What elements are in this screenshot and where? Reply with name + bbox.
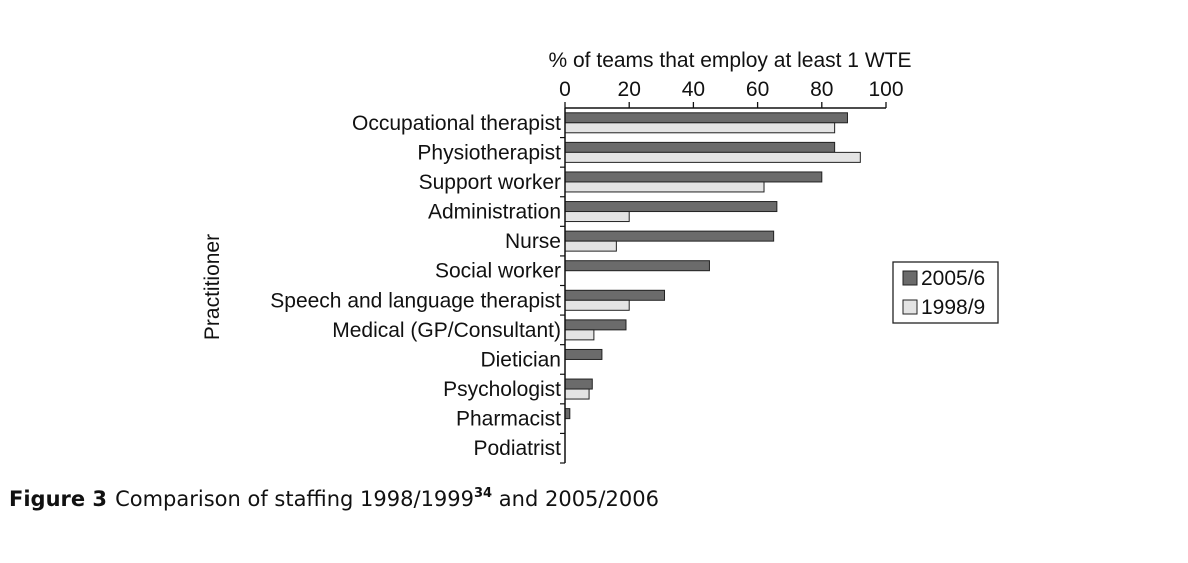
bar-series-1	[565, 172, 822, 182]
y-axis-title: Practitioner	[201, 233, 224, 341]
category-labels	[270, 112, 561, 460]
category-label: Administration	[427, 200, 561, 224]
category-label: Support worker	[418, 170, 561, 194]
legend	[893, 262, 998, 323]
bar-series-2	[565, 182, 764, 192]
legend-swatch-1998	[903, 300, 917, 314]
legend-label-2005: 2005/6	[921, 267, 986, 290]
legend-label-1998: 1998/9	[921, 296, 986, 319]
bar-series-1	[565, 379, 592, 389]
bar-series-1	[565, 142, 835, 152]
bar-series-2	[565, 389, 589, 399]
figure-number: Figure 3	[9, 487, 108, 511]
x-tick-label: 60	[745, 78, 770, 101]
bar-series-2	[565, 330, 594, 340]
category-label: Dietician	[480, 348, 561, 372]
bar-series-1	[565, 290, 665, 300]
bar-series-1	[565, 231, 774, 241]
legend-swatch-2005	[903, 271, 917, 285]
category-label: Occupational therapist	[352, 111, 561, 135]
bar-series-2	[565, 152, 860, 162]
bar-series-1	[565, 349, 602, 359]
bar-series-2	[565, 123, 835, 133]
category-label: Physiotherapist	[417, 141, 561, 165]
x-tick-label: 100	[868, 78, 904, 101]
x-axis-ticks	[559, 78, 903, 108]
bar-series-1	[565, 202, 777, 212]
x-axis-title: % of teams that employ at least 1 WTE	[548, 49, 912, 72]
bar-series-1	[565, 320, 626, 330]
category-label: Pharmacist	[455, 407, 561, 431]
category-label: Psychologist	[443, 378, 561, 402]
figure-caption	[9, 486, 659, 511]
category-label: Nurse	[504, 230, 561, 254]
bar-series-2	[565, 241, 616, 251]
bars	[565, 113, 860, 419]
bar-series-1	[565, 113, 847, 123]
caption-reference: 34	[474, 486, 493, 501]
bar-series-2	[565, 212, 629, 222]
caption-text-end: and 2005/2006	[492, 487, 659, 511]
category-label: Social worker	[434, 259, 561, 283]
x-tick-label: 40	[681, 78, 706, 101]
x-tick-label: 80	[810, 78, 834, 101]
x-tick-label: 0	[559, 78, 571, 101]
category-label: Speech and language therapist	[270, 289, 561, 313]
x-tick-label: 20	[617, 78, 641, 101]
category-label: Medical (GP/Consultant)	[332, 318, 561, 342]
category-label: Podiatrist	[473, 437, 561, 461]
bar-series-1	[565, 261, 709, 271]
caption-text: Comparison of staffing 1998/1999	[115, 487, 475, 511]
bar-series-2	[565, 300, 629, 310]
